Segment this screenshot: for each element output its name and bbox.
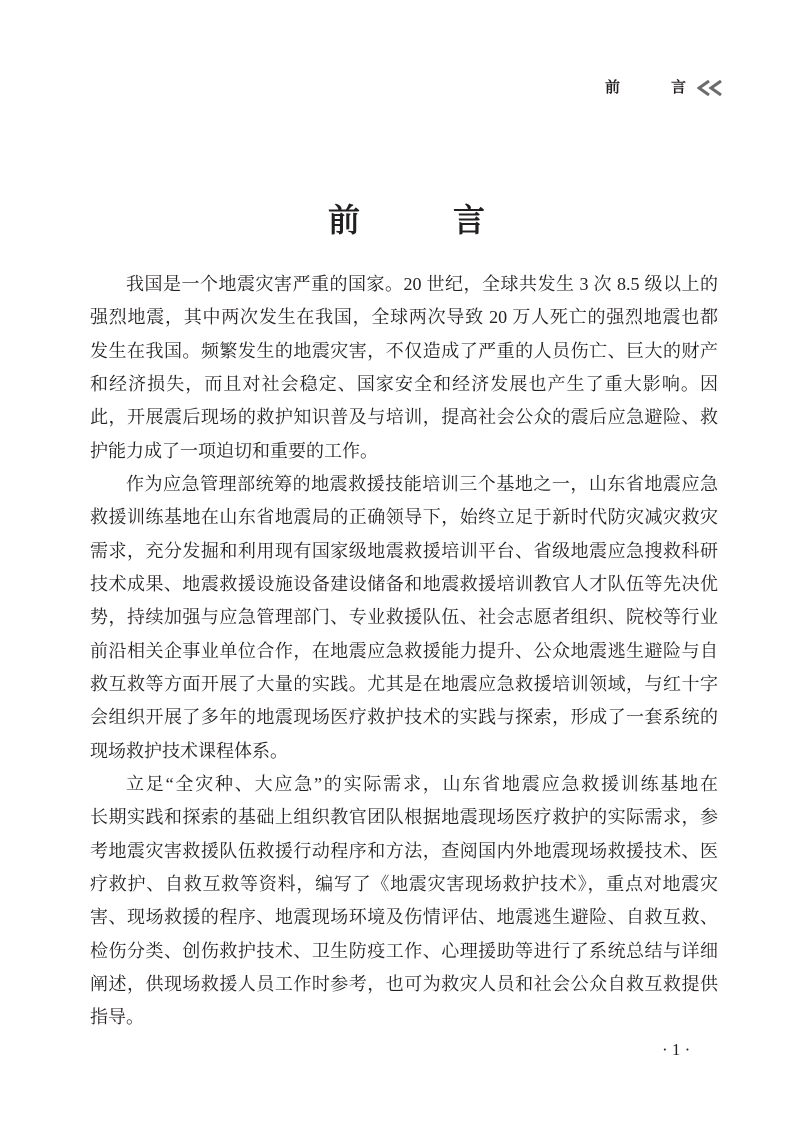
body-text — [90, 268, 718, 1035]
paragraph-2 — [90, 468, 718, 768]
text-line: 此，开展震后现场的救护知识普及与培训，提高社会公众的震后应急避险、救 — [90, 407, 718, 428]
text-line: 考地震灾害救援队伍救援行动程序和方法，查阅国内外地震现场救援技术、医 — [90, 840, 718, 861]
text-line: 现场救护技术课程体系。 — [90, 740, 288, 761]
text-line: 和经济损失，而且对社会稳定、国家安全和经济发展也产生了重大影响。因 — [90, 373, 718, 394]
running-header-title: 前 言 — [605, 80, 705, 96]
text-line: 护能力成了一项迫切和重要的工作。 — [90, 440, 378, 461]
text-line: 指导。 — [90, 1007, 144, 1028]
paragraph-1 — [90, 268, 718, 468]
text-line: 发生在我国。频繁发生的地震灾害，不仅造成了严重的人员伤亡、巨大的财产 — [90, 340, 718, 361]
text-line: 势，持续加强与应急管理部门、专业救援队伍、社会志愿者组织、院校等行业 — [90, 607, 718, 628]
text-line: 救援训练基地在山东省地震局的正确领导下，始终立足于新时代防灾减灾救灾 — [90, 507, 718, 528]
text-line: 我国是一个地震灾害严重的国家。20 世纪，全球共发生 3 次 8.5 级以上的 — [126, 274, 718, 294]
text-line: 作为应急管理部统筹的地震救援技能培训三个基地之一，山东省地震应急 — [126, 473, 718, 494]
text-line: 害、现场救援的程序、地震现场环境及伤情评估、地震逃生避险、自救互救、 — [90, 907, 718, 928]
page-number: · 1 · — [662, 1040, 691, 1059]
text-line: 阐述，供现场救援人员工作时参考，也可为救灾人员和社会公众自救互救提供 — [90, 973, 718, 994]
text-line: 救互救等方面开展了大量的实践。尤其是在地震应急救援培训领域，与红十字 — [90, 673, 718, 694]
text-line: 疗救护、自救互救等资料，编写了《地震灾害现场救护技术》，重点对地震灾 — [90, 873, 718, 894]
paragraph-3 — [90, 768, 718, 1035]
text-line: 需求，充分发掘和利用现有国家级地震救援培训平台、省级地震应急搜救科研 — [90, 540, 718, 561]
text-line: 长期实践和探索的基础上组织教官团队根据地震现场医疗救护的实际需求，参 — [90, 807, 718, 828]
text-line: 技术成果、地震救援设施设备建设储备和地震救援培训教官人才队伍等先决优 — [90, 573, 718, 594]
double-chevron-left-icon — [697, 80, 723, 96]
text-line: 强烈地震，其中两次发生在我国，全球两次导致 20 万人死亡的强烈地震也都 — [90, 307, 718, 328]
text-line: 会组织开展了多年的地震现场医疗救护技术的实践与探索，形成了一套系统的 — [90, 707, 718, 728]
page-title: 前 言 — [328, 202, 516, 238]
text-line: 检伤分类、创伤救护技术、卫生防疫工作、心理援助等进行了系统总结与详细 — [90, 940, 718, 961]
text-line: 前沿相关企事业单位合作，在地震应急救援能力提升、公众地震逃生避险与自 — [90, 640, 718, 661]
text-line: 立足“全灾种、大应急”的实际需求，山东省地震应急救援训练基地在 — [126, 773, 718, 794]
